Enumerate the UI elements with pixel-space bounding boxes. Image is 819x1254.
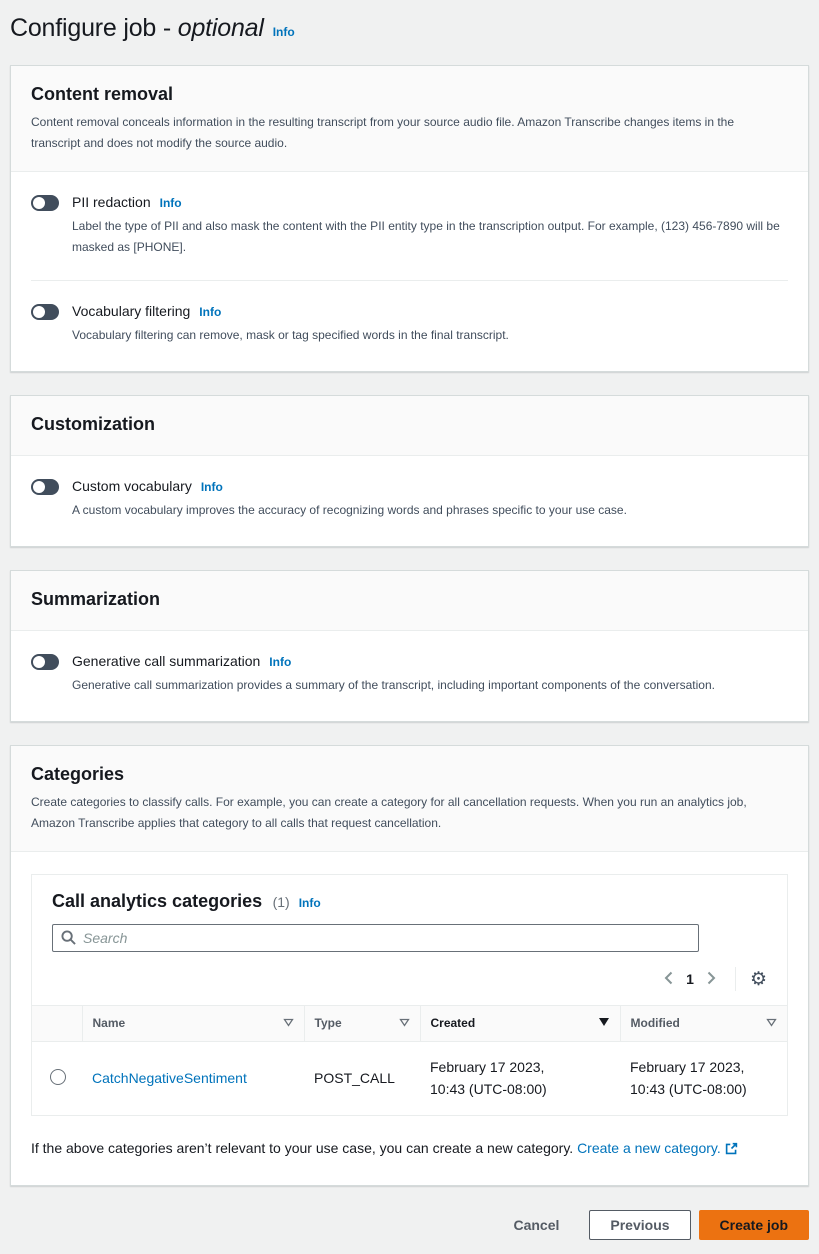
categories-header [11,746,808,852]
vocabulary-filtering-info-link[interactable]: Info [199,304,222,319]
row-select-cell [32,1041,82,1114]
generative-summarization-label: Generative call summarization [72,653,261,670]
vocabulary-filtering-text [72,303,509,347]
summarization-body [11,631,808,721]
pagination [32,962,787,1005]
previous-button[interactable]: Previous [589,1210,690,1240]
card-customization [10,395,809,547]
card-content-removal [10,65,809,372]
sort-icon-outline[interactable] [283,1016,294,1030]
card-categories [10,745,809,1186]
type-column-header[interactable]: Type [304,1005,420,1041]
generative-summarization-description: Generative call summarization provides a summary of the transcript, including important components of the conversation. [72,678,715,693]
row-created-cell: February 17 2023, 10:43 (UTC-08:00) [420,1041,620,1114]
vocabulary-filtering-row [31,303,788,347]
pii-redaction-text [72,194,788,259]
content-removal-divider [31,280,788,281]
row-name-cell [82,1041,304,1114]
customization-title: Customization [31,413,155,434]
previous-page-button[interactable] [655,966,682,993]
pii-redaction-row [31,194,788,259]
custom-vocabulary-info-link[interactable]: Info [200,480,223,495]
vocabulary-filtering-description: Vocabulary filtering can remove, mask or tag specified words in the final transcript. [72,327,509,342]
pii-redaction-description: Label the type of PII and also mask the content with the PII entity type in the transcription output. For example, (123) 456-7890 will be masked as [PHONE]. [72,218,780,255]
panel-title: Call analytics categories [52,890,263,911]
cards-container [10,65,809,1186]
vocabulary-filtering-label: Vocabulary filtering [72,302,191,319]
pagination-divider [735,967,736,991]
create-job-button[interactable]: Create job [699,1210,809,1240]
generative-summarization-text [72,653,715,697]
summarization-title: Summarization [31,588,161,609]
page-info-link[interactable]: Info [272,25,295,39]
categories-table [32,1005,787,1115]
modified-column-header[interactable]: Modified [620,1005,787,1041]
sort-icon-descending[interactable] [598,1016,610,1030]
categories-body [11,852,808,1185]
search-row [32,922,787,962]
row-type-cell: POST_CALL [304,1041,420,1114]
categories-title: Categories [31,763,125,784]
row-radio-button[interactable] [50,1069,66,1085]
search-box [52,924,699,952]
sort-icon-outline[interactable] [399,1016,410,1030]
external-link-icon [725,1142,738,1158]
search-icon [61,930,76,950]
content-removal-body [11,172,808,371]
content-removal-header [11,66,808,172]
content-removal-description: Content removal conceals information in the resulting transcript from your source audio file. Amazon Transcribe changes items in the transcript and does not modify the source audio. [31,114,735,151]
current-page-number[interactable]: 1 [686,971,694,988]
category-name-link[interactable]: CatchNegativeSentiment [92,1070,247,1087]
cancel-button[interactable]: Cancel [503,1210,569,1240]
create-category-link[interactable]: Create a new category. [577,1139,721,1156]
generative-summarization-row [31,653,788,697]
pii-redaction-info-link[interactable]: Info [159,195,182,210]
pii-redaction-label: PII redaction [72,193,151,210]
card-summarization [10,570,809,722]
vocabulary-filtering-toggle[interactable] [31,304,59,320]
search-input[interactable] [52,924,699,952]
created-column-header[interactable]: Created [420,1005,620,1041]
next-page-button[interactable] [698,966,725,993]
summarization-header [11,571,808,632]
chevron-right-icon [706,970,717,989]
row-modified-cell: February 17 2023, 10:43 (UTC-08:00) [620,1041,787,1114]
customization-header [11,396,808,457]
custom-vocabulary-label: Custom vocabulary [72,478,192,495]
custom-vocabulary-text [72,478,627,522]
sort-icon-outline[interactable] [766,1016,777,1030]
panel-header [32,875,787,922]
footer-actions [10,1210,809,1254]
pii-redaction-toggle[interactable] [31,195,59,211]
categories-footer-text: If the above categories aren’t relevant to your use case, you can create a new category. Create a new category. [31,1138,788,1161]
chevron-left-icon [663,970,674,989]
customization-body [11,456,808,546]
content-removal-title: Content removal [31,84,174,104]
page-header [0,0,819,65]
custom-vocabulary-row [31,478,788,522]
generative-summarization-toggle[interactable] [31,654,59,670]
table-header-row [32,1005,787,1041]
settings-gear-icon[interactable]: ⚙ [746,970,771,989]
name-column-header[interactable]: Name [82,1005,304,1041]
custom-vocabulary-toggle[interactable] [31,479,59,495]
call-analytics-categories-panel [31,874,788,1116]
panel-count: (1) [272,893,290,910]
generative-summarization-info-link[interactable]: Info [269,655,292,670]
panel-info-link[interactable]: Info [298,895,321,910]
categories-description: Create categories to classify calls. For example, you can create a category for all cancellation requests. When you run an analytics job, Amazon Transcribe applies that category to all calls that request cancellation. [31,794,747,831]
page-title-optional: optional [177,14,264,42]
custom-vocabulary-description: A custom vocabulary improves the accuracy of recognizing words and phrases specific to your use case. [72,503,627,518]
select-column-header [32,1005,82,1041]
page-title: Configure job - optional [10,14,264,42]
table-row [32,1041,787,1114]
